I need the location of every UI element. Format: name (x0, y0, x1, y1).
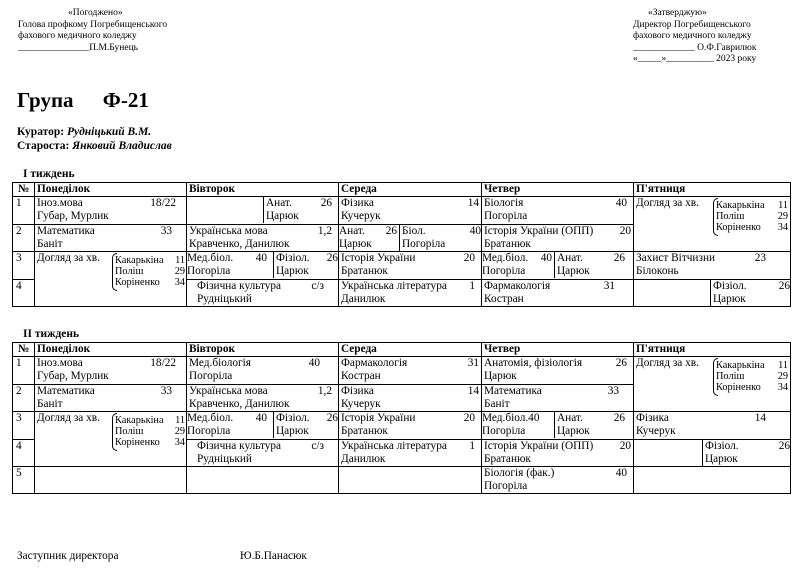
page-title (17, 88, 149, 113)
lesson-cell: Історія України (ОПП) 20 Братанюк (482, 224, 634, 252)
lesson-cell: Українська література 1 Данилюк (339, 279, 482, 307)
lesson-cell (35, 467, 187, 494)
lesson-cell: Історія України 20 Братанюк (339, 252, 482, 280)
duty-cell: Догляд за хв. Какарькіна 11 Поліш 29 Коріненко 34 (634, 197, 791, 252)
col-header-thu: Четвер (482, 343, 634, 357)
col-header-wed: Середа (339, 343, 482, 357)
lesson-number: 4 (13, 439, 35, 467)
bracket (713, 198, 718, 236)
duty-cell: Догляд за хв. Какарькіна 11 Поліш 29 Коріненко 34 (35, 252, 187, 307)
curator-label: Куратор: (17, 126, 65, 138)
lesson-cell: Фізика 14 Кучерук (339, 197, 482, 225)
col-header-num: № (13, 343, 35, 357)
duty-cell: Догляд за хв. Какарькіна 11 Поліш 29 Коріненко 34 (35, 412, 187, 467)
lesson-number: 1 (13, 357, 35, 385)
approval-left-line2: фахового медичного коледжу (18, 31, 137, 41)
lesson-cell: Захист Вітчизни 23 Білоконь (634, 252, 791, 280)
lesson-cell-split: Фізіол. 26 Царюк (634, 279, 791, 307)
approval-left-line1: Голова профкому Погребищенського (18, 19, 168, 30)
table-row (13, 412, 791, 440)
lesson-cell: Іноз.мова 18/22 Губар, Мурлик (35, 357, 187, 385)
lesson-number: 3 (13, 412, 35, 440)
lesson-cell: Фізика 14 Кучерук (339, 384, 482, 412)
lesson-number: 4 (13, 279, 35, 307)
approval-left-title: «Погоджено» (68, 8, 123, 18)
bracket (112, 253, 117, 291)
week2-title: II тиждень (23, 328, 80, 340)
footer-name: Ю.Б.Панасюк (240, 550, 307, 562)
duty-list: Какарькіна 11 Поліш 29 Коріненко 34 (716, 360, 788, 394)
approval-right-signature: _____________ О.Ф.Гаврилюк (633, 42, 757, 53)
approval-right-date: «_____»__________ 2023 року (633, 54, 757, 64)
lesson-number: 5 (13, 467, 35, 494)
col-header-thu: Четвер (482, 183, 634, 197)
lesson-cell-split: Анат. 26 Царюк (187, 197, 339, 225)
col-header-wed: Середа (339, 183, 482, 197)
bracket (713, 358, 718, 396)
curator-line (17, 126, 151, 139)
lesson-cell: Математика 33 Баніт (35, 384, 187, 412)
week2-header-row (13, 343, 791, 357)
lesson-number: 2 (13, 384, 35, 412)
lesson-cell (634, 467, 791, 494)
lesson-cell: Біологія 40 Погоріла (482, 197, 634, 225)
lesson-cell-split: Мед.біол. 40 Погоріла Фізіол. 26 Царюк (187, 252, 338, 277)
lesson-cell: Історія України 20 Братанюк (339, 412, 482, 440)
duty-list: Какарькіна 11 Поліш 29 Коріненко 34 (115, 255, 185, 289)
starosta-name: Янковий Владислав (72, 140, 172, 152)
lesson-cell: Фізична культура с/з Рудніцький (187, 439, 339, 467)
lesson-number: 2 (13, 224, 35, 252)
bracket (112, 413, 117, 451)
lesson-cell: Українська мова 1,2 Кравченко, Данилюк (187, 224, 339, 252)
lesson-cell: Фармакологія 31 Костран (339, 357, 482, 385)
lesson-cell (187, 467, 339, 494)
lesson-cell: Фізика 14 Кучерук (634, 412, 791, 440)
lesson-cell-split: Мед.біол. 40 Погоріла Анат. 26 Царюк (482, 252, 634, 280)
col-header-tue: Вівторок (187, 343, 339, 357)
lesson-number: 1 (13, 197, 35, 225)
lesson-cell: Математика 33 Баніт (35, 224, 187, 252)
lesson-cell: Іноз.мова 18/22 Губар, Мурлик (35, 197, 187, 225)
lesson-cell: Українська мова 1,2 Кравченко, Данилюк (187, 384, 339, 412)
lesson-cell-split: Фізіол. 26 Царюк (634, 439, 791, 467)
group-label: Група (17, 88, 74, 112)
lesson-cell: Анатомія, фізіологія 26 Царюк (482, 357, 634, 385)
curator-name: Рудніцький В.М. (67, 126, 152, 138)
group-name: Ф-21 (102, 88, 149, 112)
week1-header-row (13, 183, 791, 197)
approval-right (633, 8, 757, 66)
duty-list: Какарькіна 11 Поліш 29 Коріненко 34 (716, 200, 788, 234)
lesson-cell: Біологія (фак.) 40 Погоріла (482, 467, 634, 494)
table-row (13, 252, 791, 280)
footer-position: Заступник директора (17, 550, 119, 562)
week1-title: I тиждень (23, 168, 75, 180)
lesson-cell-split: Мед.біол.40 Погоріла Анат. 26 Царюк (482, 412, 634, 440)
lesson-cell: Українська література 1 Данилюк (339, 439, 482, 467)
col-header-mon: Понеділок (35, 183, 187, 197)
table-row (13, 467, 791, 494)
col-header-tue: Вівторок (187, 183, 339, 197)
approval-left (18, 8, 167, 54)
lesson-cell-split: Анат. 26 Царюк Біол. 40 Погоріла (339, 224, 481, 250)
lesson-cell: Математика 33 Баніт (482, 384, 634, 412)
approval-right-line2: фахового медичного коледжу (633, 31, 752, 41)
approval-left-signature: _______________П.М.Бунець (18, 42, 138, 53)
lesson-cell: Фізична культура с/з Рудніцький (187, 279, 339, 307)
starosta-label: Староста: (17, 140, 70, 152)
week2-table (12, 342, 791, 494)
lesson-cell-split: Мед.біол. 40 Погоріла Фізіол. 26 Царюк (187, 412, 338, 437)
lesson-number: 3 (13, 252, 35, 280)
col-header-fri: П'ятниця (634, 183, 791, 197)
lesson-cell: Фармакологія 31 Костран (482, 279, 634, 307)
approval-right-title: «Затверджую» (648, 8, 707, 18)
lesson-cell (339, 467, 482, 494)
col-header-num: № (13, 183, 35, 197)
lesson-cell: Мед.біологія 40 Погоріла (187, 357, 339, 385)
week1-table (12, 182, 791, 307)
duty-cell: Догляд за хв. Какарькіна 11 Поліш 29 Коріненко 34 (634, 357, 791, 412)
approval-right-line1: Директор Погребищенського (633, 19, 751, 30)
col-header-fri: П'ятниця (634, 343, 791, 357)
table-row (13, 197, 791, 225)
col-header-mon: Понеділок (35, 343, 187, 357)
starosta-line (17, 140, 172, 153)
duty-list: Какарькіна 11 Поліш 29 Коріненко 34 (115, 415, 185, 449)
table-row (13, 357, 791, 385)
lesson-cell: Історія України (ОПП) 20 Братанюк (482, 439, 634, 467)
